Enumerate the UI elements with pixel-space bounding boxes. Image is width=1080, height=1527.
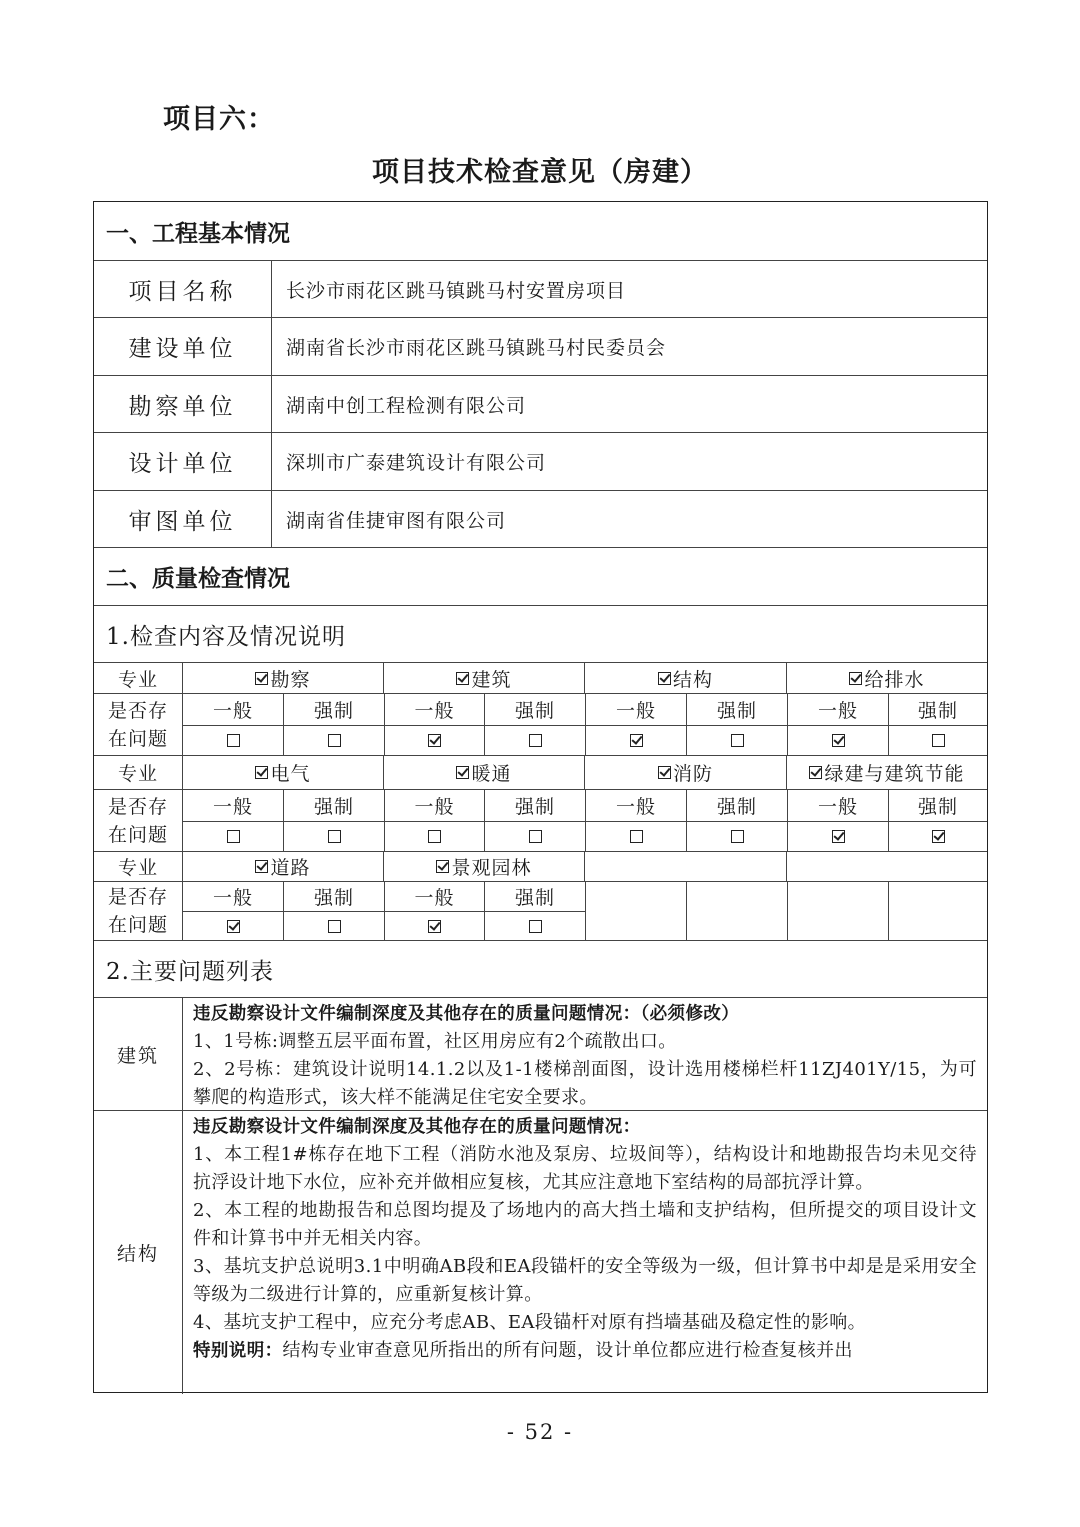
specialty-cell (584, 663, 786, 693)
checkbox-icon[interactable] (529, 920, 542, 933)
general-label: 一般 (212, 796, 253, 818)
issue-item: 2、本工程的地勘报告和总图均提及了场地内的高大挡土墙和支护结构，但所提交的项目设计文件和计算书中并无相关内容。 (193, 1200, 977, 1249)
checkbox-icon[interactable] (456, 672, 469, 685)
issue-heading: 违反勘察设计文件编制深度及其他存在的质量问题情况：（必须修改） (193, 1004, 740, 1024)
special-note (193, 1337, 977, 1365)
empty-cell (686, 882, 787, 940)
checkbox-icon[interactable] (529, 830, 542, 843)
document-title: 项目技术检查意见（房建） (372, 157, 708, 188)
specialty-cell (383, 756, 584, 789)
checkbox-icon[interactable] (328, 920, 341, 933)
issue-grid (182, 694, 987, 755)
empty-cell (585, 882, 686, 940)
specialty-cell (383, 663, 584, 693)
issue-item: 3、基坑支护总说明3.1中明确AB段和EA段锚杆的安全等级为一级，但计算书中却是是采用安全等级为二级进行计算的，应重新复核计算。 (193, 1256, 977, 1305)
specialty-label: 专业 (117, 857, 158, 879)
mandatory-label: 强制 (484, 694, 585, 725)
general-label: 一般 (212, 700, 253, 722)
info-value: 湖南省佳捷审图有限公司 (271, 491, 987, 547)
info-row (94, 375, 987, 432)
section1-heading-row (94, 202, 987, 260)
general-label: 一般 (384, 790, 484, 821)
specialty-label: 专业 (117, 668, 158, 691)
checkbox-icon[interactable] (731, 830, 744, 843)
checkbox-icon[interactable] (658, 672, 671, 685)
specialty-name: 暖通 (471, 763, 512, 785)
issue-row (94, 789, 987, 851)
issue-item: 2、2号栋：建筑设计说明14.1.2以及1-1楼梯剖面图，设计选用楼梯栏杆11ZJ401Y/15，为可攀爬的构造形式，该大样不能满足住宅安全要求。 (193, 1059, 977, 1108)
special-note-text: 结构专业审查意见所指出的所有问题，设计单位都应进行检查复核并出 (282, 1340, 853, 1361)
info-row (94, 490, 987, 547)
specialty-cell (786, 663, 987, 693)
checkbox-icon[interactable] (658, 766, 671, 779)
info-label: 审图单位 (128, 508, 237, 535)
mandatory-label: 强制 (283, 694, 384, 725)
issue-exists-label: 是否存 在问题 (107, 886, 168, 936)
checkbox-icon[interactable] (255, 672, 268, 685)
issue-content (182, 1111, 987, 1394)
specialty-name: 电气 (270, 763, 311, 785)
info-label: 建设单位 (128, 336, 237, 362)
mandatory-label: 强制 (686, 790, 787, 821)
checkbox-icon[interactable] (731, 734, 744, 747)
section1-heading: 一、工程基本情况 (106, 220, 290, 247)
issue-item: 4、基坑支护工程中，应充分考虑AB、EA段锚杆对原有挡墙基础及稳定性的影响。 (193, 1312, 867, 1333)
info-value: 湖南省长沙市雨花区跳马镇跳马村民委员会 (271, 318, 987, 375)
specialty-name: 给排水 (864, 668, 925, 691)
info-row (94, 260, 987, 317)
checkbox-icon[interactable] (255, 860, 268, 873)
checkbox-icon[interactable] (809, 766, 822, 779)
general-label: 一般 (585, 694, 686, 725)
checkbox-icon[interactable] (428, 830, 441, 843)
checkbox-icon[interactable] (630, 734, 643, 747)
info-value: 深圳市广泰建筑设计有限公司 (271, 433, 987, 490)
checkbox-icon[interactable] (227, 920, 240, 933)
section2-heading-row (94, 547, 987, 605)
general-label: 一般 (787, 790, 888, 821)
issue-heading: 违反勘察设计文件编制深度及其他存在的质量问题情况： (193, 1117, 641, 1137)
checkbox-icon[interactable] (832, 734, 845, 747)
info-row (94, 432, 987, 490)
checkbox-icon[interactable] (932, 830, 945, 843)
checkbox-icon[interactable] (436, 860, 449, 873)
checkbox-icon[interactable] (328, 734, 341, 747)
issue-exists-label: 是否存 在问题 (107, 699, 168, 750)
specialty-cell (383, 852, 584, 881)
specialty-name: 道路 (270, 857, 311, 879)
subheading-row (94, 605, 987, 662)
issue-category-label: 结构 (116, 1243, 159, 1265)
inspection-form (93, 201, 988, 1393)
mandatory-label: 强制 (283, 882, 384, 911)
issue-item: 1、1号栋:调整五层平面布置，社区用房应有2个疏散出口。 (193, 1031, 677, 1052)
mandatory-label: 强制 (888, 790, 987, 821)
specialty-name: 消防 (672, 763, 713, 785)
info-value: 长沙市雨花区跳马镇跳马村安置房项目 (271, 261, 987, 317)
info-label: 勘察单位 (128, 393, 237, 420)
issue-block-architecture (94, 997, 987, 1110)
main-issues-subheading: 2.主要问题列表 (106, 958, 274, 985)
section2-heading: 二、质量检查情况 (106, 566, 290, 592)
specialty-name: 建筑 (471, 668, 512, 691)
issue-block-structure (94, 1110, 987, 1394)
info-value: 湖南中创工程检测有限公司 (271, 376, 987, 432)
specialty-cell (182, 756, 383, 789)
checkbox-icon[interactable] (849, 672, 862, 685)
checkbox-icon[interactable] (227, 830, 240, 843)
specialty-cell (786, 756, 987, 789)
checkbox-icon[interactable] (255, 766, 268, 779)
empty-cell (787, 882, 888, 940)
subheading-row (94, 940, 987, 997)
specialty-row (94, 851, 987, 881)
info-label: 项目名称 (128, 278, 237, 305)
general-label: 一般 (585, 790, 686, 821)
checkbox-icon[interactable] (428, 920, 441, 933)
checkbox-icon[interactable] (529, 734, 542, 747)
special-note-label: 特别说明： (193, 1341, 283, 1361)
issue-category-label: 建筑 (116, 1044, 159, 1067)
inspection-content-subheading: 1.检查内容及情况说明 (106, 623, 346, 650)
specialty-cell (182, 852, 383, 881)
specialty-cell (584, 756, 786, 789)
specialty-name: 结构 (672, 668, 713, 691)
specialty-name: 勘察 (270, 668, 311, 691)
checkbox-icon[interactable] (428, 734, 441, 747)
general-label: 一般 (384, 882, 484, 911)
checkbox-icon[interactable] (456, 766, 469, 779)
general-label: 一般 (212, 887, 253, 909)
empty-cell (584, 852, 786, 881)
empty-cell (786, 852, 987, 881)
specialty-cell (182, 663, 383, 693)
info-row (94, 317, 987, 375)
issue-exists-label: 是否存 在问题 (107, 795, 168, 846)
mandatory-label: 强制 (686, 694, 787, 725)
general-label: 一般 (384, 694, 484, 725)
specialty-name: 绿建与建筑节能 (824, 763, 965, 785)
issue-row (94, 693, 987, 755)
project-label: 项目六： (163, 104, 275, 135)
checkbox-icon[interactable] (328, 830, 341, 843)
mandatory-label: 强制 (484, 882, 585, 911)
checkbox-icon[interactable] (832, 830, 845, 843)
checkbox-icon[interactable] (630, 830, 643, 843)
info-label: 设计单位 (128, 451, 237, 477)
specialty-row (94, 755, 987, 789)
mandatory-label: 强制 (283, 790, 384, 821)
specialty-row (94, 662, 987, 693)
checkbox-icon[interactable] (932, 734, 945, 747)
issue-row (94, 881, 987, 940)
checkbox-icon[interactable] (227, 734, 240, 747)
specialty-name: 景观园林 (451, 857, 532, 879)
specialty-label: 专业 (117, 763, 158, 785)
page-number: - 52 - (506, 1420, 574, 1444)
empty-cell (888, 882, 987, 940)
issue-item: 1、本工程1#栋存在地下工程（消防水池及泵房、垃圾间等），结构设计和地勘报告均未见交待抗浮设计地下水位，应补充并做相应复核，尤其应注意地下室结构的局部抗浮计算。 (193, 1144, 977, 1193)
issue-grid (182, 790, 987, 851)
mandatory-label: 强制 (888, 694, 987, 725)
general-label: 一般 (787, 694, 888, 725)
mandatory-label: 强制 (484, 790, 585, 821)
issue-content (182, 998, 987, 1110)
issue-grid (182, 882, 987, 940)
